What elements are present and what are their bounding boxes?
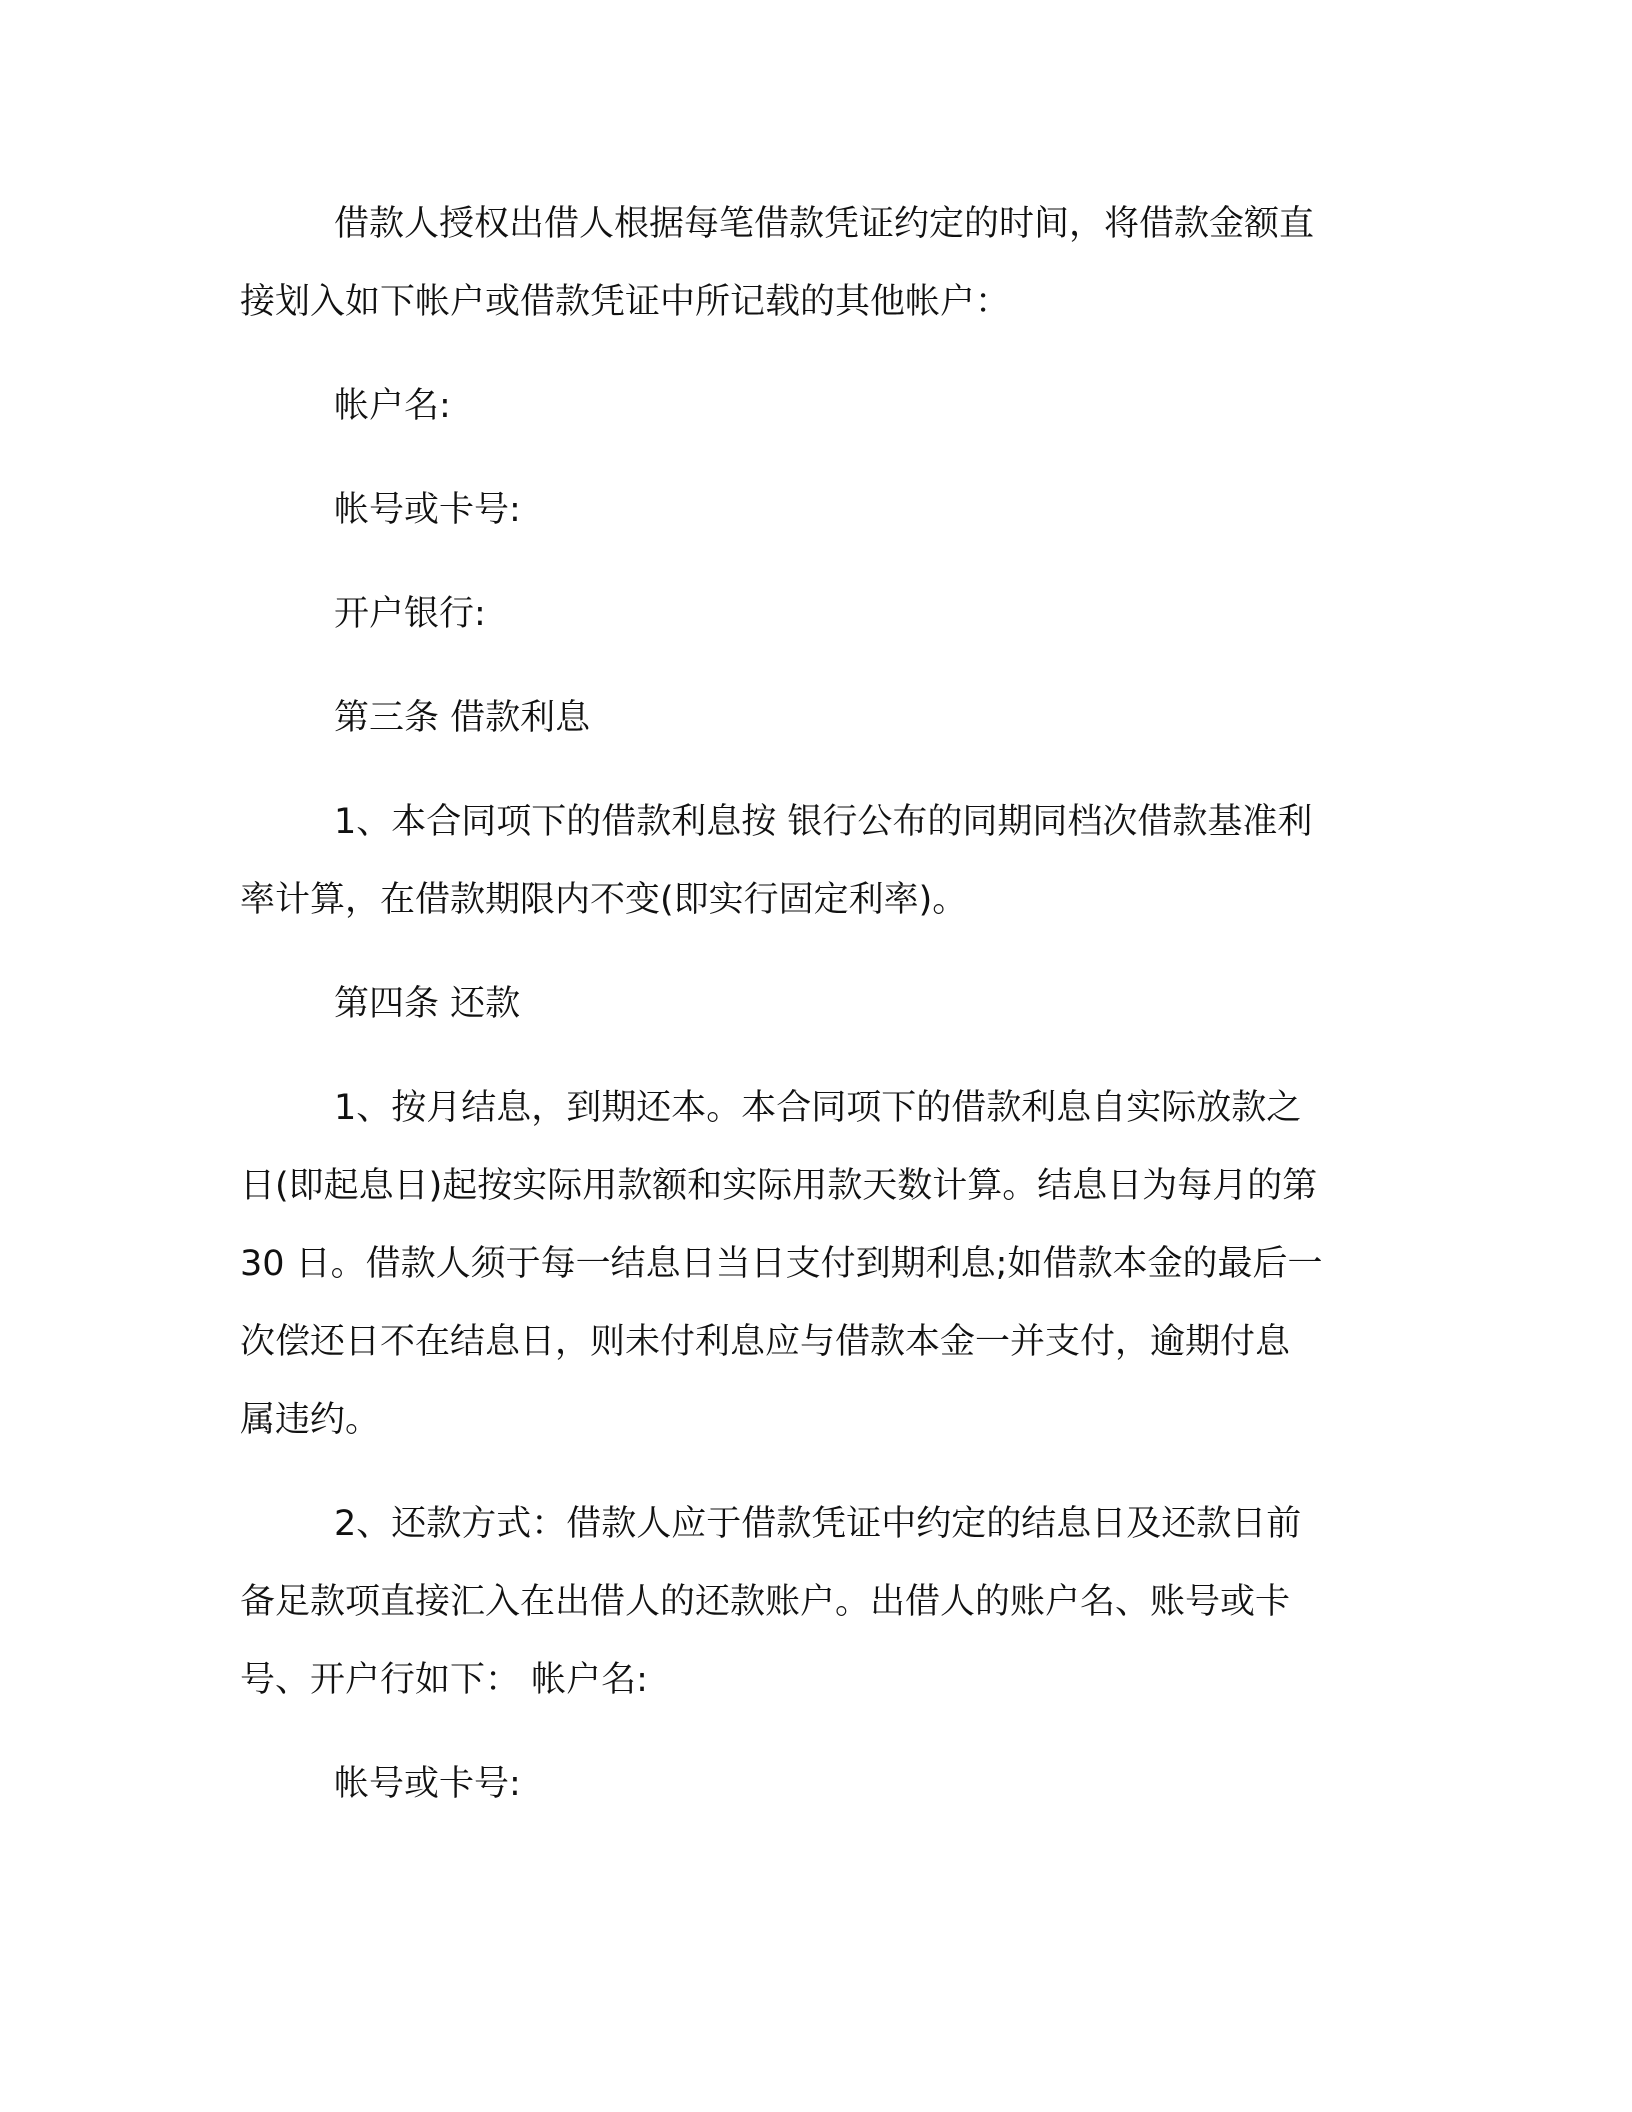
- paragraph-monthly-interest: [240, 1069, 1400, 1459]
- text-line: 30 日。借款人须于每一结息日当日支付到期利息;如借款本金的最后一: [240, 1244, 1323, 1284]
- text-line: 帐户名:: [334, 386, 451, 426]
- document-page: [240, 185, 1400, 1849]
- text-line: 备足款项直接汇入在出借人的还款账户。出借人的账户名、账号或卡: [240, 1582, 1291, 1622]
- text-line: 帐号或卡号:: [334, 1764, 521, 1804]
- paragraph-bank-label: [240, 575, 1400, 653]
- text-line: 第四条 还款: [334, 984, 521, 1024]
- section-heading-article-4: [240, 965, 1400, 1043]
- text-line: 次偿还日不在结息日，则未付利息应与借款本金一并支付，逾期付息: [240, 1322, 1291, 1362]
- text-line: 1、本合同项下的借款利息按 银行公布的同期同档次借款基准利: [334, 802, 1313, 842]
- section-heading-article-3: [240, 679, 1400, 757]
- text-line: 第三条 借款利息: [334, 698, 591, 738]
- paragraph-account-authorization: [240, 185, 1400, 341]
- text-line: 号、开户行如下： 帐户名:: [240, 1660, 648, 1700]
- text-line: 接划入如下帐户或借款凭证中所记载的其他帐户：: [240, 282, 1011, 322]
- text-line: 率计算，在借款期限内不变(即实行固定利率)。: [240, 880, 968, 920]
- text-line: 开户银行:: [334, 594, 486, 634]
- paragraph-account-number-label: [240, 471, 1400, 549]
- text-line: 借款人授权出借人根据每笔借款凭证约定的时间，将借款金额直: [334, 204, 1315, 244]
- text-line: 2、还款方式：借款人应于借款凭证中约定的结息日及还款日前: [334, 1504, 1302, 1544]
- paragraph-repayment-method: [240, 1485, 1400, 1719]
- paragraph-repayment-account-number-label: [240, 1745, 1400, 1823]
- paragraph-account-name-label: [240, 367, 1400, 445]
- text-line: 帐号或卡号:: [334, 490, 521, 530]
- text-line: 日(即起息日)起按实际用款额和实际用款天数计算。结息日为每月的第: [240, 1166, 1318, 1206]
- text-line: 1、按月结息，到期还本。本合同项下的借款利息自实际放款之: [334, 1088, 1302, 1128]
- text-line: 属违约。: [240, 1400, 381, 1440]
- paragraph-interest-rate: [240, 783, 1400, 939]
